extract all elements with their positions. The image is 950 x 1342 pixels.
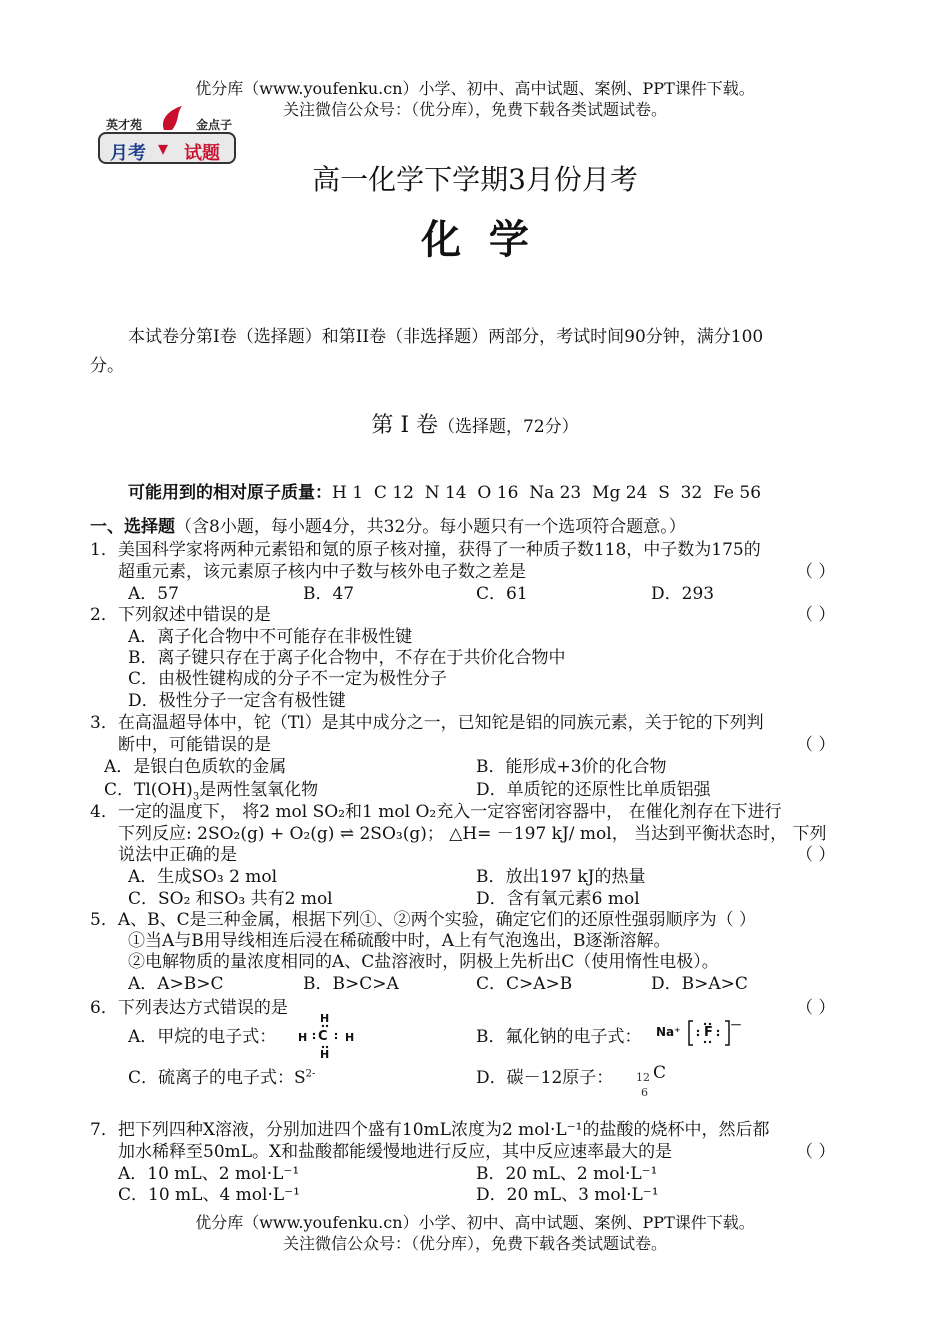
q6-option-d[interactable]: D．碳－12原子： <box>476 1068 614 1088</box>
naf-f: F <box>704 1025 713 1040</box>
q3-option-c-formula: C．Tl(OH) <box>104 780 193 800</box>
q1-option-c[interactable]: C．61 <box>476 584 528 604</box>
q2-option-c[interactable]: C．由极性键构成的分子不一定为极性分子 <box>128 669 448 689</box>
q3-option-a[interactable]: A．是银白色质软的金属 <box>104 757 287 777</box>
part1-label: 一、选择题 <box>90 517 175 537</box>
q4-option-a[interactable]: A．生成SO₃ 2 mol <box>128 867 278 887</box>
header-line-1: 优分库（www.youfenku.cn）小学、初中、高中试题、案例、PPT课件下载。 <box>195 79 755 98</box>
q4-option-b[interactable]: B．放出197 kJ的热量 <box>476 867 646 887</box>
q2-option-b[interactable]: B．离子键只存在于离子化合物中，不存在于共价化合物中 <box>128 648 566 668</box>
q6-answer-paren[interactable]: （ ） <box>796 998 836 1018</box>
q2-option-d[interactable]: D．极性分子一定含有极性键 <box>128 691 346 711</box>
intro-line-1: 本试卷分第I卷（选择题）和第II卷（非选择题）两部分，考试时间90分钟，满分100 <box>128 327 764 347</box>
q7-line-2: 加水稀释至50mL。X和盐酸都能缓慢地进行反应，其中反应速率最大的是 <box>118 1142 673 1162</box>
atomic-mass-values: H 1 C 12 N 14 O 16 Na 23 Mg 24 S 32 Fe 56 <box>332 483 762 503</box>
methane-h-top: H <box>320 1012 330 1025</box>
q3-answer-paren[interactable]: （ ） <box>796 735 836 755</box>
q3-line-2: 断中，可能错误的是 <box>118 735 271 755</box>
q2-answer-paren[interactable]: （ ） <box>796 605 836 625</box>
q3-option-d[interactable]: D．单质铊的还原性比单质铝强 <box>476 780 711 800</box>
naf-charge: － <box>730 1018 743 1032</box>
nuclide-atomic-number: 6 <box>641 1086 648 1099</box>
q1-option-a[interactable]: A．57 <box>128 584 179 604</box>
q6-option-b[interactable]: B．氟化钠的电子式： <box>476 1027 642 1047</box>
q3-option-c-subscript: 3 <box>192 791 200 803</box>
nuclide-symbol: C <box>653 1063 667 1083</box>
q3-option-b[interactable]: B．能形成+3价的化合物 <box>476 757 667 777</box>
methane-h-left: H <box>298 1031 308 1044</box>
footer-line-2: 关注微信公众号：（优分库），免费下载各类试题试卷。 <box>282 1234 667 1253</box>
q5-line-2: ①当A与B用导线相连后浸在稀硫酸中时，A上有气泡逸出，B逐渐溶解。 <box>128 931 671 951</box>
q3-option-c-text: 是两性氢氧化物 <box>199 780 319 800</box>
methane-electron-dots <box>310 1024 340 1050</box>
q7-option-b[interactable]: B．20 mL、2 mol·L⁻¹ <box>476 1164 658 1184</box>
q5-option-c[interactable]: C．C>A>B <box>476 974 573 994</box>
q1-line-1: 1．美国科学家将两种元素铅和氪的原子核对撞，获得了一种质子数118，中子数为175的 <box>90 540 761 560</box>
q2-option-a[interactable]: A．离子化合物中不可能存在非极性键 <box>128 627 413 647</box>
q5-option-a[interactable]: A．A>B>C <box>128 974 224 994</box>
methane-h-bottom: H <box>320 1048 330 1061</box>
logo-top-left: 英才苑 <box>106 118 143 132</box>
logo-bottom-right: 试题 <box>184 143 220 164</box>
q6-stem: 6．下列表达方式错误的是 <box>90 998 288 1018</box>
q1-line-2: 超重元素，该元素原子核内中子数与核外电子数之差是 <box>118 562 526 582</box>
intro-line-2: 分。 <box>90 356 124 376</box>
atomic-mass-label: 可能用到的相对原子质量： <box>128 483 332 503</box>
nuclide-mass-number: 12 <box>636 1071 650 1084</box>
q4-line-2: 下列反应: 2SO₂(g) + O₂(g) ⇌ 2SO₃(g)； △H= －197 kJ/ mol， 当达到平衡状态时， 下列 <box>118 824 827 844</box>
q3-line-1: 3．在高温超导体中，铊（Tl）是其中成分之一，已知铊是铝的同族元素，关于铊的下列判 <box>90 713 764 733</box>
q1-option-b[interactable]: B．47 <box>303 584 355 604</box>
methane-c: C <box>318 1029 328 1044</box>
q7-option-a[interactable]: A．10 mL、2 mol·L⁻¹ <box>118 1164 300 1184</box>
section-heading: 第 I 卷 <box>371 413 439 438</box>
section-heading-note: （选择题，72分） <box>438 417 579 437</box>
q6-option-c-text: C．硫离子的电子式：S <box>128 1068 306 1088</box>
page-title: 化 学 <box>421 216 529 263</box>
subtitle: 高一化学下学期3月份月考 <box>312 163 638 196</box>
footer-line-1: 优分库（www.youfenku.cn）小学、初中、高中试题、案例、PPT课件下载。 <box>195 1213 755 1232</box>
q4-option-c[interactable]: C．SO₂ 和SO₃ 共有2 mol <box>128 889 333 909</box>
q7-answer-paren[interactable]: （ ） <box>796 1142 836 1162</box>
q6-option-c[interactable] <box>128 1063 315 1088</box>
q7-option-c[interactable]: C．10 mL、4 mol·L⁻¹ <box>118 1185 300 1205</box>
q1-option-d[interactable]: D．293 <box>651 584 715 604</box>
torch-icon <box>158 106 190 134</box>
q5-option-d[interactable]: D．B>A>C <box>651 974 748 994</box>
logo-top-right: 金点子 <box>196 118 233 132</box>
q5-line-3: ②电解物质的量浓度相同的A、C盐溶液时，阴极上先析出C（使用惰性电极）。 <box>128 952 719 972</box>
q5-option-b[interactable]: B．B>C>A <box>303 974 399 994</box>
q4-line-1: 4．一定的温度下， 将2 mol SO₂和1 mol O₂充入一定容密闭容器中， 在催化剂存在下进行 <box>90 802 782 822</box>
methane-h-right: H <box>345 1031 355 1044</box>
header-line-2: 关注微信公众号：（优分库），免费下载各类试题试卷。 <box>282 100 667 119</box>
naf-na: Na⁺ <box>656 1025 681 1039</box>
part1-note: （含8小题，每小题4分，共32分。每小题只有一个选项符合题意。） <box>175 517 686 537</box>
logo-bottom-left: 月考 <box>110 143 146 164</box>
q2-stem: 2．下列叙述中错误的是 <box>90 605 271 625</box>
q7-option-d[interactable]: D．20 mL、3 mol·L⁻¹ <box>476 1185 659 1205</box>
cup-icon: ▾ <box>158 136 169 160</box>
q1-answer-paren[interactable]: （ ） <box>796 562 836 582</box>
q6-option-c-charge: 2- <box>305 1068 316 1080</box>
q4-option-d[interactable]: D．含有氧元素6 mol <box>476 889 640 909</box>
q7-line-1: 7．把下列四种X溶液，分别加进四个盛有10mL浓度为2 mol·L⁻¹的盐酸的烧杯中，然后都 <box>90 1120 770 1140</box>
q4-line-3: 说法中正确的是 <box>118 845 237 865</box>
q5-line-1: 5．A、B、C是三种金属，根据下列①、②两个实验，确定它们的还原性强弱顺序为（ ） <box>90 910 756 930</box>
q4-answer-paren[interactable]: （ ） <box>796 845 836 865</box>
q6-option-a[interactable]: A．甲烷的电子式： <box>128 1027 277 1047</box>
